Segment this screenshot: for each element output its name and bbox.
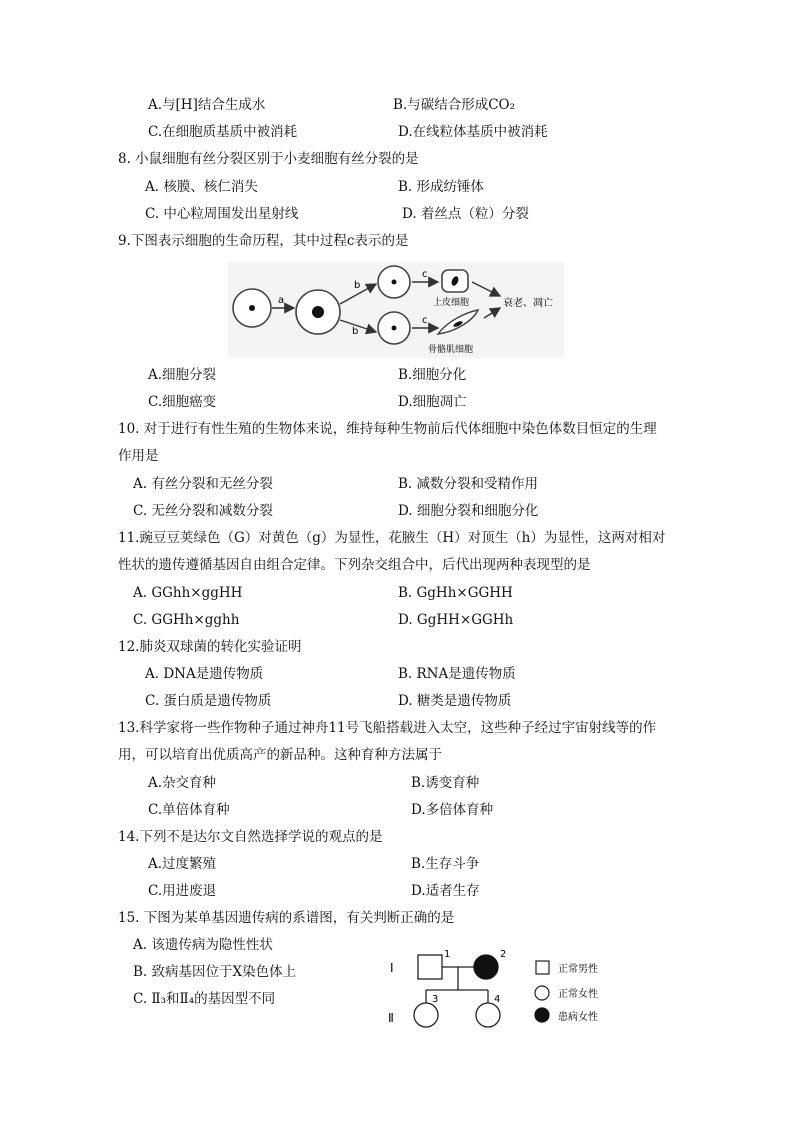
q9-option-b: B.细胞分化	[398, 367, 467, 383]
q12-stem: 12.肺炎双球菌的转化实验证明	[118, 639, 302, 655]
q9-option-d: D.细胞凋亡	[398, 394, 467, 410]
q11-option-a: A. GGhh×ggHH	[133, 585, 243, 601]
q10-option-c: C. 无丝分裂和减数分裂	[133, 503, 273, 519]
muscle-label: 骨骼肌细胞	[428, 345, 474, 355]
individual-II4	[476, 1003, 500, 1027]
q12-option-b: B. RNA是遗传物质	[398, 666, 516, 682]
pedigree-chart	[380, 944, 620, 1040]
individual-II4-number: 4	[494, 994, 501, 1005]
q13-option-b: B.诱变育种	[411, 775, 480, 791]
q10-option-a: A. 有丝分裂和无丝分裂	[133, 476, 273, 492]
q15-option-a: A. 该遗传病为隐性性状	[133, 937, 273, 953]
individual-I1-number: 1	[444, 949, 451, 960]
epithelial-label: 上皮细胞	[433, 298, 470, 308]
generation-1-label: Ⅰ	[390, 961, 394, 975]
q8-option-b: B. 形成纺锤体	[398, 179, 485, 195]
legend-normal-male-icon	[536, 961, 549, 974]
cell-life-history-figure	[228, 262, 564, 362]
label-a: a	[278, 295, 285, 306]
q10-stem-line1: 10. 对于进行有性生殖的生物体来说，维持每种生物前后代体细胞中染色体数目恒定的生理	[118, 421, 657, 437]
q14-option-b: B.生存斗争	[411, 856, 480, 872]
q8-stem: 8. 小鼠细胞有丝分裂区别于小麦细胞有丝分裂的是	[118, 151, 419, 167]
generation-2-label: Ⅱ	[388, 1011, 394, 1025]
q11-option-b: B. GgHh×GGHH	[398, 585, 513, 601]
q12-option-a: A. DNA是遗传物质	[145, 666, 264, 682]
q14-option-c: C.用进废退	[148, 883, 217, 899]
q15-option-b: B. 致病基因位于X染色体上	[133, 964, 297, 980]
q13-option-d: D.多倍体育种	[411, 802, 494, 818]
q8-option-a: A. 核膜、核仁消失	[145, 179, 258, 195]
individual-I2	[474, 955, 498, 979]
q13-stem-line1: 13.科学家将一些作物种子通过神舟11号飞船搭载进入太空，这些种子经过宇宙射线等的作	[118, 720, 657, 736]
q9-option-c: C.细胞癌变	[148, 394, 217, 410]
individual-I2-number: 2	[500, 949, 507, 960]
legend-normal-female-icon	[535, 986, 549, 1000]
q10-option-d: D. 细胞分裂和细胞分化	[398, 503, 539, 519]
individual-II3-number: 3	[432, 994, 439, 1005]
q14-option-a: A.过度繁殖	[148, 856, 217, 872]
q11-option-d: D. GgHH×GGHh	[398, 612, 514, 628]
q13-option-a: A.杂交育种	[148, 775, 217, 791]
q13-stem-line2: 用，可以培育出优质高产的新品种。这种育种方法属于	[118, 747, 442, 763]
legend-affected-female: 患病女性	[558, 1012, 598, 1023]
q7-option-d: D.在线粒体基质中被消耗	[398, 124, 548, 140]
label-c-top: c	[422, 269, 428, 280]
individual-II3	[414, 1003, 438, 1027]
q7-option-a: A.与[H]结合生成水	[148, 97, 266, 113]
q7-option-c: C.在细胞质基质中被消耗	[148, 124, 298, 140]
q8-option-c: C. 中心粒周围发出星射线	[145, 206, 299, 222]
legend-normal-male: 正常男性	[558, 964, 598, 975]
aging-label: 衰老、凋亡	[503, 298, 553, 309]
q15-stem: 15. 下图为某单基因遗传病的系谱图，有关判断正确的是	[118, 910, 455, 926]
q15-option-c: C. Ⅱ₃和Ⅱ₄的基因型不同	[133, 991, 276, 1007]
q7-option-b: B.与碳结合形成CO₂	[393, 97, 516, 113]
q13-option-c: C.单倍体育种	[148, 802, 230, 818]
q10-stem-line2: 作用是	[118, 448, 159, 464]
q11-stem-line2: 性状的遗传遵循基因自由组合定律。下列杂交组合中，后代出现两种表现型的是	[118, 557, 591, 573]
individual-I1	[418, 955, 442, 979]
q14-option-d: D.适者生存	[411, 883, 480, 899]
q9-stem: 9.下图表示细胞的生命历程，其中过程c表示的是	[118, 233, 409, 249]
q8-option-d: D. 着丝点（粒）分裂	[402, 206, 529, 222]
q14-stem: 14.下列不是达尔文自然选择学说的观点的是	[118, 829, 383, 845]
legend-normal-female: 正常女性	[558, 989, 598, 1000]
label-b-bottom: b	[352, 326, 359, 337]
q9-option-a: A.细胞分裂	[148, 367, 217, 383]
q12-option-c: C. 蛋白质是遗传物质	[145, 693, 272, 709]
q11-option-c: C. GGHh×gghh	[133, 612, 240, 628]
label-b-top: b	[354, 280, 361, 291]
q11-stem-line1: 11.豌豆豆荚绿色（G）对黄色（g）为显性，花腋生（H）对顶生（h）为显性，这两对相对	[118, 530, 666, 546]
label-c-bottom: c	[422, 315, 428, 326]
legend-affected-female-icon	[535, 1008, 549, 1022]
q12-option-d: D. 糖类是遗传物质	[398, 693, 512, 709]
q10-option-b: B. 减数分裂和受精作用	[398, 476, 539, 492]
